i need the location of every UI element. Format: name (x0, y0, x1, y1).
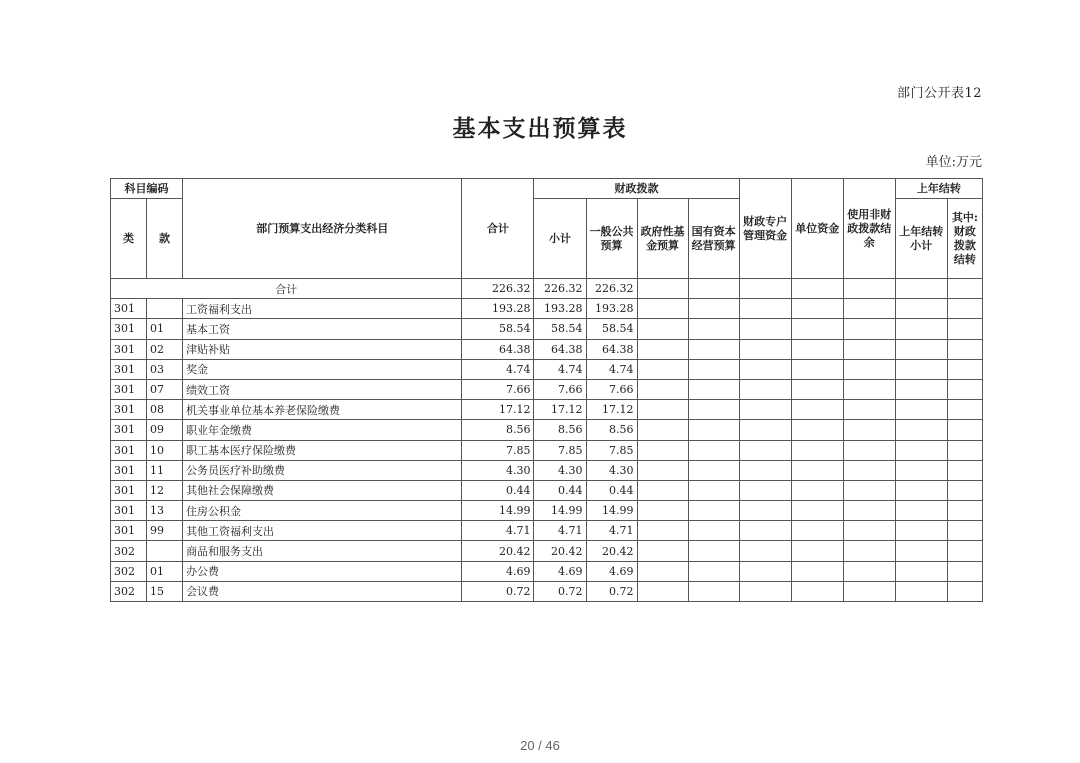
total-row-label: 合计 (111, 279, 462, 299)
row-item-name: 商品和服务支出 (183, 541, 462, 561)
row-general: 4.69 (586, 561, 637, 581)
row-item-name: 津贴补贴 (183, 339, 462, 359)
form-code: 部门公开表12 (896, 86, 982, 101)
row-lei: 301 (111, 480, 147, 500)
table-row (111, 339, 983, 359)
row-lei: 301 (111, 501, 147, 521)
header-total: 合计 (462, 179, 534, 279)
header-kuan: 款 (147, 199, 183, 279)
row-subtotal: 4.71 (534, 521, 586, 541)
page-number: 20 / 46 (520, 738, 560, 753)
row-lei: 301 (111, 299, 147, 319)
table-row (111, 521, 983, 541)
table-row (111, 420, 983, 440)
row-general: 7.66 (586, 379, 637, 399)
row-item-name: 基本工资 (183, 319, 462, 339)
row-kuan: 02 (147, 339, 183, 359)
row-subtotal: 7.85 (534, 440, 586, 460)
row-general: 14.99 (586, 501, 637, 521)
row-lei: 301 (111, 460, 147, 480)
table-row (111, 561, 983, 581)
row-total: 20.42 (462, 541, 534, 561)
row-total: 4.74 (462, 359, 534, 379)
header-fiscal-carryover: 其中:财政拨款结转 (947, 199, 982, 279)
row-item-name: 职工基本医疗保险缴费 (183, 440, 462, 460)
row-total: 64.38 (462, 339, 534, 359)
row-lei: 301 (111, 319, 147, 339)
row-total: 17.12 (462, 400, 534, 420)
row-total: 7.66 (462, 379, 534, 399)
row-total: 4.69 (462, 561, 534, 581)
row-general: 20.42 (586, 541, 637, 561)
row-item-name: 会议费 (183, 581, 462, 601)
budget-table (110, 178, 983, 602)
row-kuan: 07 (147, 379, 183, 399)
table-row (111, 460, 983, 480)
row-kuan: 01 (147, 561, 183, 581)
row-item-name: 职业年金缴费 (183, 420, 462, 440)
row-general: 4.30 (586, 460, 637, 480)
row-kuan: 08 (147, 400, 183, 420)
row-item-name: 其他工资福利支出 (183, 521, 462, 541)
row-kuan: 09 (147, 420, 183, 440)
row-lei: 302 (111, 541, 147, 561)
row-kuan: 11 (147, 460, 183, 480)
row-kuan: 03 (147, 359, 183, 379)
row-total: 4.30 (462, 460, 534, 480)
unit-label: 单位:万元 (925, 155, 982, 170)
row-general: 0.44 (586, 480, 637, 500)
row-item-name: 绩效工资 (183, 379, 462, 399)
row-total: 58.54 (462, 319, 534, 339)
table-row (111, 319, 983, 339)
row-total: 4.71 (462, 521, 534, 541)
row-item-name: 其他社会保障缴费 (183, 480, 462, 500)
total-row-total: 226.32 (462, 279, 534, 299)
table-row (111, 440, 983, 460)
total-row-general: 226.32 (586, 279, 637, 299)
table-row (111, 581, 983, 601)
table-row (111, 379, 983, 399)
table-row (111, 299, 983, 319)
row-subtotal: 14.99 (534, 501, 586, 521)
row-total: 193.28 (462, 299, 534, 319)
document-title: 基本支出预算表 (452, 115, 628, 142)
row-kuan (147, 541, 183, 561)
row-kuan: 15 (147, 581, 183, 601)
row-kuan: 01 (147, 319, 183, 339)
row-item-name: 工资福利支出 (183, 299, 462, 319)
row-total: 0.44 (462, 480, 534, 500)
header-special-account: 财政专户管理资金 (739, 179, 791, 279)
header-unit-funds: 单位资金 (791, 179, 843, 279)
table-row (111, 480, 983, 500)
row-lei: 301 (111, 420, 147, 440)
row-lei: 301 (111, 521, 147, 541)
table-row (111, 359, 983, 379)
row-general: 58.54 (586, 319, 637, 339)
table-row (111, 400, 983, 420)
header-state-capital: 国有资本经营预算 (688, 199, 739, 279)
row-subtotal: 58.54 (534, 319, 586, 339)
row-kuan (147, 299, 183, 319)
row-item-name: 机关事业单位基本养老保险缴费 (183, 400, 462, 420)
row-item-name: 公务员医疗补助缴费 (183, 460, 462, 480)
table-row (111, 501, 983, 521)
row-subtotal: 4.74 (534, 359, 586, 379)
header-subtotal: 小计 (534, 199, 586, 279)
row-subtotal: 64.38 (534, 339, 586, 359)
header-carryover-subtotal: 上年结转小计 (895, 199, 947, 279)
row-subtotal: 7.66 (534, 379, 586, 399)
row-general: 7.85 (586, 440, 637, 460)
row-total: 8.56 (462, 420, 534, 440)
row-subtotal: 8.56 (534, 420, 586, 440)
row-lei: 301 (111, 440, 147, 460)
row-lei: 301 (111, 379, 147, 399)
header-fiscal-group: 财政拨款 (534, 179, 739, 199)
row-item-name: 办公费 (183, 561, 462, 581)
row-kuan: 13 (147, 501, 183, 521)
header-item: 部门预算支出经济分类科目 (183, 179, 462, 279)
header-gov-fund: 政府性基金预算 (637, 199, 688, 279)
row-kuan: 99 (147, 521, 183, 541)
row-lei: 301 (111, 400, 147, 420)
header-row-1 (111, 179, 983, 199)
header-code-group: 科目编码 (111, 179, 183, 199)
row-general: 17.12 (586, 400, 637, 420)
row-total: 7.85 (462, 440, 534, 460)
row-general: 4.71 (586, 521, 637, 541)
row-subtotal: 193.28 (534, 299, 586, 319)
row-subtotal: 17.12 (534, 400, 586, 420)
total-row (111, 279, 983, 299)
header-non-fiscal: 使用非财政拨款结余 (843, 179, 895, 279)
row-general: 64.38 (586, 339, 637, 359)
table-row (111, 541, 983, 561)
row-lei: 301 (111, 359, 147, 379)
row-total: 0.72 (462, 581, 534, 601)
row-general: 4.74 (586, 359, 637, 379)
row-lei: 301 (111, 339, 147, 359)
row-lei: 302 (111, 561, 147, 581)
row-item-name: 住房公积金 (183, 501, 462, 521)
row-kuan: 12 (147, 480, 183, 500)
row-general: 0.72 (586, 581, 637, 601)
total-row-subtotal: 226.32 (534, 279, 586, 299)
header-general: 一般公共预算 (586, 199, 637, 279)
row-subtotal: 4.30 (534, 460, 586, 480)
row-subtotal: 0.44 (534, 480, 586, 500)
header-lei: 类 (111, 199, 147, 279)
row-lei: 302 (111, 581, 147, 601)
row-subtotal: 20.42 (534, 541, 586, 561)
row-kuan: 10 (147, 440, 183, 460)
row-subtotal: 4.69 (534, 561, 586, 581)
row-item-name: 奖金 (183, 359, 462, 379)
header-carryover-group: 上年结转 (895, 179, 982, 199)
row-subtotal: 0.72 (534, 581, 586, 601)
row-total: 14.99 (462, 501, 534, 521)
row-general: 193.28 (586, 299, 637, 319)
row-general: 8.56 (586, 420, 637, 440)
